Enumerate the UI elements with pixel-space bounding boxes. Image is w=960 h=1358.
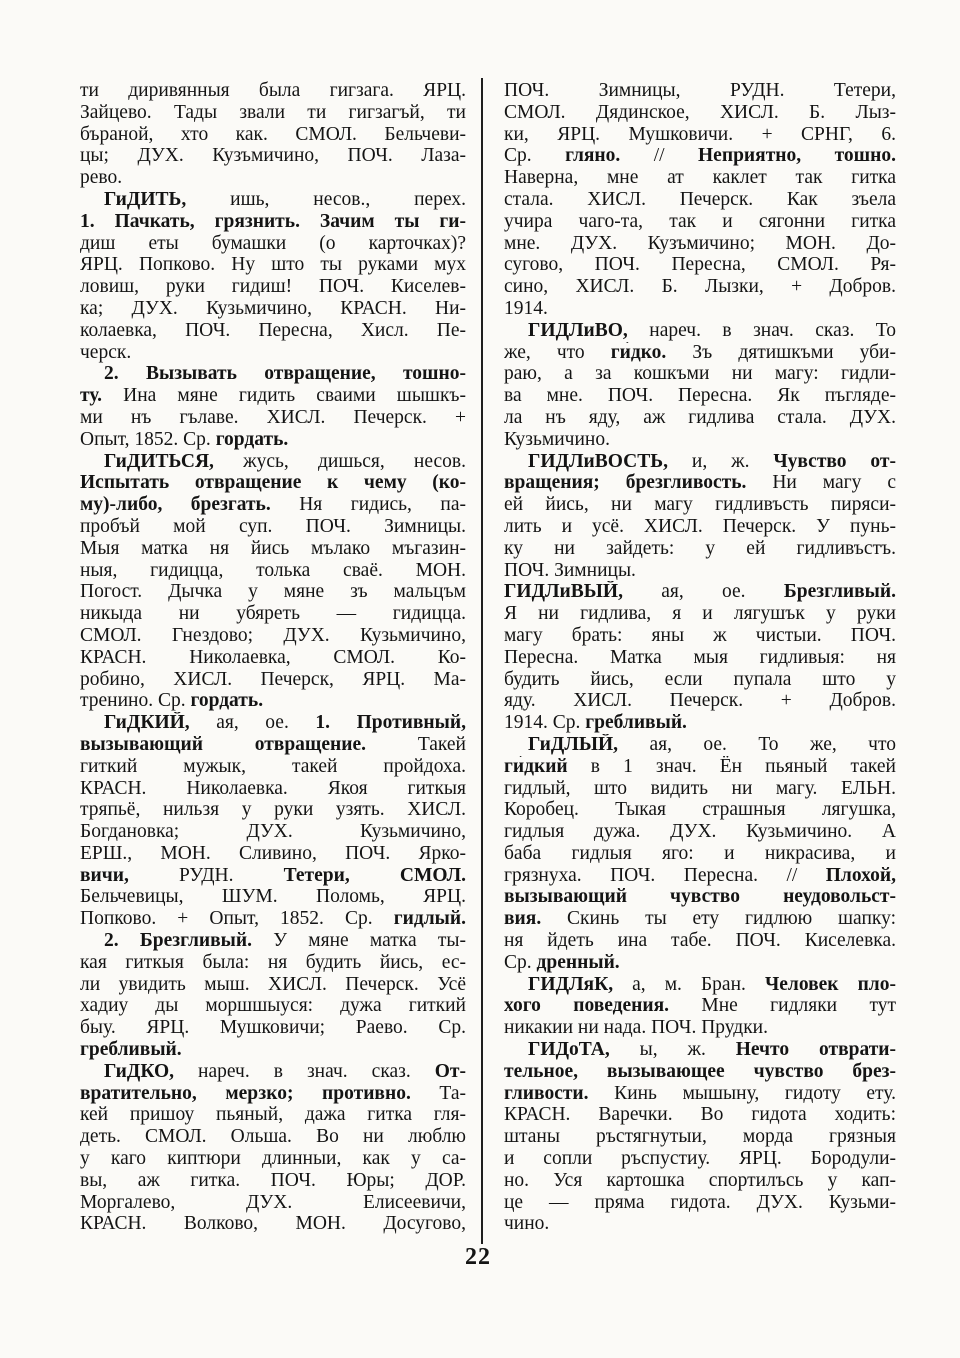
- text-line: учира чаго-та, так и сягонни гитка: [504, 210, 896, 232]
- text-line: вызывающий чувство неудовольст-: [504, 886, 896, 908]
- text-line: ГИДЛяК, а, м. Бран. Человек пло-: [528, 973, 896, 995]
- text-line: тельное, вызывающее чувство брез-: [504, 1060, 896, 1082]
- text-line: раю, а за кошкъми ни магу: гидли-: [504, 363, 896, 385]
- text-line: КРАСН. Николаевка. Якоя гиткыя: [80, 777, 466, 799]
- text-line: кая гиткыя была: ня будить йись, ес-: [80, 951, 466, 973]
- text-line: магу брать: яны ж чистыи. ПОЧ.: [504, 624, 896, 646]
- text-line: диш еты бумашки (о карточках)?: [80, 232, 466, 254]
- text-line: ГИДоТА, ы, ж. Нечто отврати-: [528, 1039, 896, 1061]
- text-line: черск.: [80, 341, 132, 363]
- text-line: кей пришоу пьяный, дажа гитка гля-: [80, 1104, 466, 1126]
- text-line: вратительно, мерзко; противно. Та-: [80, 1082, 466, 1104]
- text-line: 1. Пачкать, грязнить. Зачим ты ги-: [80, 210, 466, 232]
- text-line: ЯРЦ. Попково. Ну што ты руками мух: [80, 254, 466, 276]
- text-line: Моргалево, ДУХ. Елисеевичи,: [80, 1191, 466, 1213]
- text-line: колаевка, ПОЧ. Пересна, Хисл. Пе-: [80, 319, 466, 341]
- text-line: ги́дкий в 1 знач. Ён пьяный такей: [504, 755, 896, 777]
- text-line: вращения; брезгливость. Ни магу с: [504, 472, 896, 494]
- text-line: Я ни гидлива, я и лягушък у руки: [504, 603, 896, 625]
- text-line: ГиДИТЬ, ишь, несов., перех.: [104, 188, 466, 210]
- text-line: 2. Брезгливый. У мяне матка ты-: [104, 930, 466, 952]
- text-line: чино.: [504, 1213, 550, 1235]
- text-line: гребливый.: [80, 1039, 182, 1061]
- text-line: сугово, ПОЧ. Пересна, СМОЛ. Ря-: [504, 254, 896, 276]
- text-line: СМОЛ. Дядинское, ХИСЛ. Б. Лыз-: [504, 101, 896, 123]
- text-line: у каго киптюри длинныи, как у са-: [80, 1148, 466, 1170]
- text-line: же, что ги́дко. Зъ дятишкъми уби-: [504, 341, 896, 363]
- text-line: ГиДКИЙ, ая, ое. 1. Противный,: [104, 712, 466, 734]
- text-line: Мыя матка ня йись мълако мъгазин-: [80, 537, 466, 559]
- text-line: хадиу ды моршшыуся: дужа гиткий: [80, 995, 466, 1017]
- text-line: вызывающий отвращение. Такей: [80, 733, 466, 755]
- text-line: ку ни зайдеть: у ей гидливъстъ.: [504, 537, 896, 559]
- text-line: никакии ни нада. ПОЧ. Прудки.: [504, 1017, 768, 1039]
- text-line: робино, ХИСЛ. Печерск, ЯРЦ. Ма-: [80, 668, 466, 690]
- text-line: Богдановка; ДУХ. Кузьмичино,: [80, 821, 466, 843]
- text-line: ми нъ гълаве. ХИСЛ. Печерск. +: [80, 406, 466, 428]
- text-line: Наверна, мне ат каклет так гитка: [504, 167, 896, 189]
- text-line: КРАСН. Николаевка, СМОЛ. Ко-: [80, 646, 466, 668]
- text-line: яду. ХИСЛ. Печерск. + Добров.: [504, 690, 896, 712]
- text-line: ти диривянныя была гигзага. ЯРЦ.: [80, 80, 466, 101]
- text-line: гливости. Кинь мышыну, гидоту ету.: [504, 1082, 896, 1104]
- text-line: ла нъ яду, аж гидлива стала. ДУХ.: [504, 406, 896, 428]
- text-line: сино, ХИСЛ. Б. Лызки, + Добров.: [504, 276, 896, 298]
- text-line: рево.: [80, 167, 123, 189]
- text-line: пробъй мой суп. ПОЧ. Зимницы.: [80, 515, 466, 537]
- text-line: Опыт, 1852. Ср. гордать.: [80, 428, 289, 450]
- text-line: вия. Скинь ты ету гидлюю шапку:: [504, 908, 896, 930]
- text-line: но. Уся картошка спортилъсь у кап-: [504, 1169, 896, 1191]
- text-line: КРАСН. Варечки. Во гидота ходить:: [504, 1104, 896, 1126]
- text-line: штаны ръстягнутыи, морда грязныя: [504, 1126, 896, 1148]
- text-line: мне. ДУХ. Кузъмичино; МОН. До-: [504, 232, 896, 254]
- text-line: ловиш, руки гидиш! ПОЧ. Киселев-: [80, 276, 466, 298]
- text-line: Бельчевицы, ШУМ. Поломь, ЯРЦ.: [80, 886, 466, 908]
- text-line: баба гидлыя яго: и никрасива, и: [504, 842, 896, 864]
- text-line: вичи, РУДН. Тетери, СМОЛ.: [80, 864, 466, 886]
- text-line: гидлый, што видить ни магу. ЕЛЬН.: [504, 777, 896, 799]
- text-line: ГИДЛиВО, нареч. в знач. сказ. То: [528, 319, 896, 341]
- column-divider-rule: [481, 78, 483, 1244]
- text-line: СМОЛ. Гнездово; ДУХ. Кузьмичино,: [80, 624, 466, 646]
- left-column: [80, 80, 466, 1235]
- text-line: ныя, гидицца, толька сваё. МОН.: [80, 559, 466, 581]
- text-line: ГиДИТЬСЯ, жусь, дишься, несов.: [104, 450, 466, 472]
- text-line: вы, аж гитка. ПОЧ. Юры; ДОР.: [80, 1169, 466, 1191]
- text-line: никыда ни убяреть — гидицца.: [80, 603, 466, 625]
- text-line: ка; ДУХ. Кузьмичино, КРАСН. Ни-: [80, 297, 466, 319]
- text-line: 1914.: [504, 297, 548, 319]
- text-line: ЕРШ., МОН. Сливино, ПОЧ. Ярко-: [80, 842, 466, 864]
- text-line: ПОЧ. Зимницы, РУДН. Тетери,: [504, 80, 896, 101]
- text-line: КРАСН. Волково, МОН. Досугово,: [80, 1213, 466, 1235]
- text-line: 1914. Ср. гребливый.: [504, 712, 687, 734]
- text-line: Погост. Дычка у мяне зъ мальцъм: [80, 581, 466, 603]
- text-line: Испытать отвращение к чему (ко-: [80, 472, 466, 494]
- text-line: ли увидить мыш. ХИСЛ. Печерск. Усё: [80, 973, 466, 995]
- text-line: ГИДЛиВЫЙ, ая, ое. Брезгливый.: [504, 581, 896, 603]
- text-line: ня йдеть ина табе. ПОЧ. Киселевка.: [504, 930, 896, 952]
- text-line: хого поведения. Мне гидляки тут: [504, 995, 896, 1017]
- text-line: и сопли ръспустиу. ЯРЦ. Бородули-: [504, 1148, 896, 1170]
- text-line: грязнуха. ПОЧ. Пересна. // Плохой,: [504, 864, 896, 886]
- text-line: 2. Вызывать отвращение, тошно-: [104, 363, 466, 385]
- text-line: му)-либо, брезгать. Ня гидись, па-: [80, 494, 466, 516]
- text-line: тряпьё, нильзя у руки узять. ХИСЛ.: [80, 799, 466, 821]
- text-block: [80, 80, 896, 1244]
- text-line: тренино. Ср. гордать.: [80, 690, 264, 712]
- text-line: будить йись, если пупала што у: [504, 668, 896, 690]
- text-line: лить и усё. ХИСЛ. Печерск. У пунь-: [504, 515, 896, 537]
- text-line: Коробец. Тыкая страшныя лягушка,: [504, 799, 896, 821]
- text-line: Попково. + Опыт, 1852. Ср. гидлый.: [80, 908, 466, 930]
- text-line: гиткий мужык, такей пройдоха.: [80, 755, 466, 777]
- text-line: ва мне. ПОЧ. Пересна. Як пъгляде-: [504, 385, 896, 407]
- text-line: гидлыя дужа. ДУХ. Кузьмичино. А: [504, 821, 896, 843]
- page-number: 22: [465, 1244, 491, 1270]
- text-line: ту. Ина мяне гидить сваими шышкъ-: [80, 385, 466, 407]
- text-line: це — пряма гидота. ДУХ. Кузьми-: [504, 1191, 896, 1213]
- text-line: быу. ЯРЦ. Мушковичи; Раево. Ср.: [80, 1017, 466, 1039]
- text-line: цы; ДУХ. Кузъмичино, ПОЧ. Лаза-: [80, 145, 466, 167]
- text-line: бъраной, хто как. СМОЛ. Бельчеви-: [80, 123, 466, 145]
- text-line: стала. ХИСЛ. Печерск. Как зъела: [504, 188, 896, 210]
- text-line: ей йись, ни магу гидливъсть пиряси-: [504, 494, 896, 516]
- text-line: Кузьмичино.: [504, 428, 610, 450]
- text-line: Ср. гляно. // Неприятно, тошно.: [504, 145, 896, 167]
- text-line: деть. СМОЛ. Ольша. Во ни люблю: [80, 1126, 466, 1148]
- text-line: Ср. дренный.: [504, 951, 620, 973]
- right-column: [504, 80, 896, 1235]
- text-line: ПОЧ. Зимницы.: [504, 559, 636, 581]
- text-line: ки, ЯРЦ. Мушковичи. + СРНГ, 6.: [504, 123, 896, 145]
- text-line: ГИДЛиВОСТЬ, и, ж. Чувство от-: [528, 450, 896, 472]
- text-line: Пересна. Матка мыя гидливыя: ня: [504, 646, 896, 668]
- text-line: ГиДЛЫЙ, ая, ое. То же, что: [528, 733, 896, 755]
- text-line: ГиДКО, нареч. в знач. сказ. От-: [104, 1060, 466, 1082]
- text-line: Зайцево. Тады звали ти гигзагъй, ти: [80, 101, 466, 123]
